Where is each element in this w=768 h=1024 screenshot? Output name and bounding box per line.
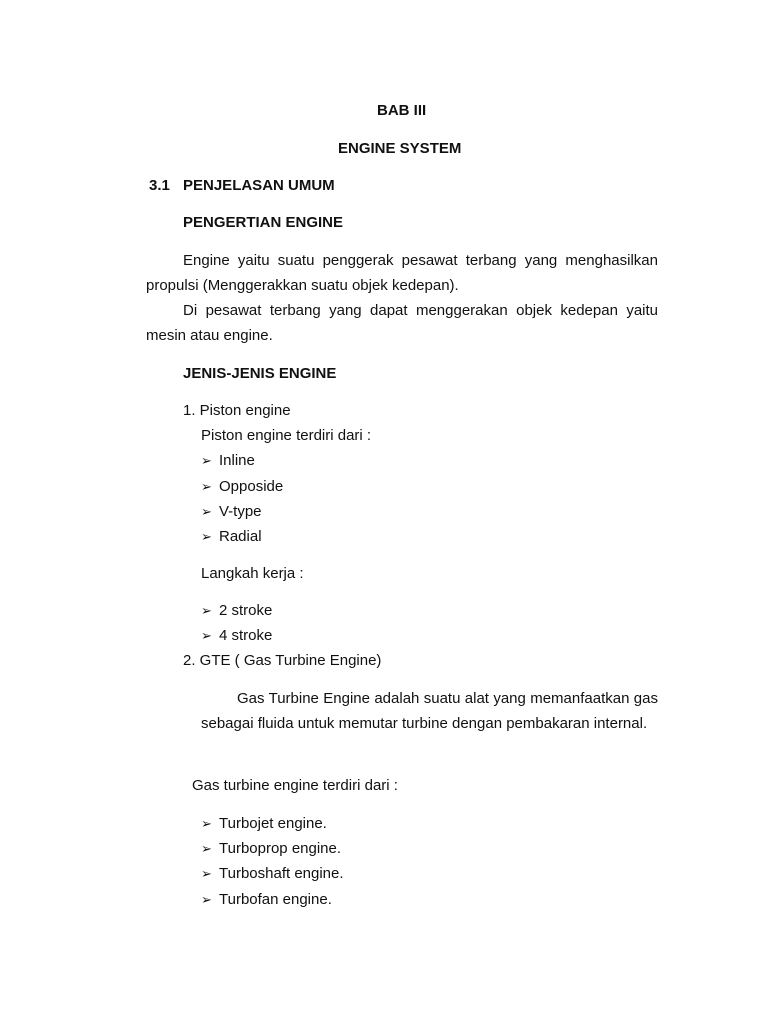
gte-item-label: 2. GTE ( Gas Turbine Engine) — [183, 652, 382, 669]
jenis-heading: JENIS-JENIS ENGINE — [183, 365, 337, 382]
gte-intro: Gas turbine engine terdiri dari : — [192, 777, 398, 794]
piston-item-label: 1. Piston engine — [183, 402, 291, 419]
list-item — [201, 528, 262, 547]
arrow-bullet-icon: ➢ — [201, 629, 212, 644]
list-item — [201, 478, 283, 497]
list-item — [201, 627, 272, 646]
pengertian-paragraph-1: Engine yaitu suatu penggerak pesawat terbang yang menghasilkan propulsi (Menggerakkan suatu objek kedepan). — [146, 252, 658, 294]
stroke-type: 2 stroke — [219, 602, 273, 619]
list-item — [201, 503, 262, 522]
chapter-label: BAB III — [377, 102, 427, 119]
pengertian-heading: PENGERTIAN ENGINE — [183, 214, 344, 231]
arrow-bullet-icon: ➢ — [201, 604, 212, 619]
list-item — [201, 891, 332, 910]
arrow-bullet-icon: ➢ — [201, 454, 212, 469]
pengertian-paragraph-2: Di pesawat terbang yang dapat menggerakan objek kedepan yaitu mesin atau engine. — [146, 302, 658, 344]
section-title: PENJELASAN UMUM — [183, 177, 335, 194]
gte-type: Turbojet engine. — [219, 815, 327, 832]
arrow-bullet-icon: ➢ — [201, 817, 212, 832]
list-item — [201, 452, 255, 471]
gte-type: Turboshaft engine. — [219, 865, 344, 882]
list-item — [201, 865, 344, 884]
pengertian-body — [146, 248, 658, 348]
arrow-bullet-icon: ➢ — [201, 480, 212, 495]
arrow-bullet-icon: ➢ — [201, 867, 212, 882]
gte-type: Turboprop engine. — [219, 840, 342, 857]
list-item — [201, 840, 341, 859]
stroke-type: 4 stroke — [219, 627, 273, 644]
piston-type: V-type — [219, 503, 262, 520]
gte-type: Turbofan engine. — [219, 891, 332, 908]
arrow-bullet-icon: ➢ — [201, 530, 212, 545]
arrow-bullet-icon: ➢ — [201, 842, 212, 857]
arrow-bullet-icon: ➢ — [201, 893, 212, 908]
piston-type: Inline — [219, 452, 255, 469]
list-item — [201, 815, 327, 834]
gte-paragraph: Gas Turbine Engine adalah suatu alat yang memanfaatkan gas sebagai fluida untuk memutar turbine dengan pembakaran internal. — [201, 690, 658, 732]
arrow-bullet-icon: ➢ — [201, 505, 212, 520]
piston-type: Opposide — [219, 478, 284, 495]
list-item — [201, 602, 272, 621]
section-number: 3.1 — [149, 177, 170, 194]
document-title: ENGINE SYSTEM — [338, 140, 462, 157]
piston-intro: Piston engine terdiri dari : — [201, 427, 372, 444]
langkah-label: Langkah kerja : — [201, 565, 304, 582]
piston-type: Radial — [219, 528, 262, 545]
